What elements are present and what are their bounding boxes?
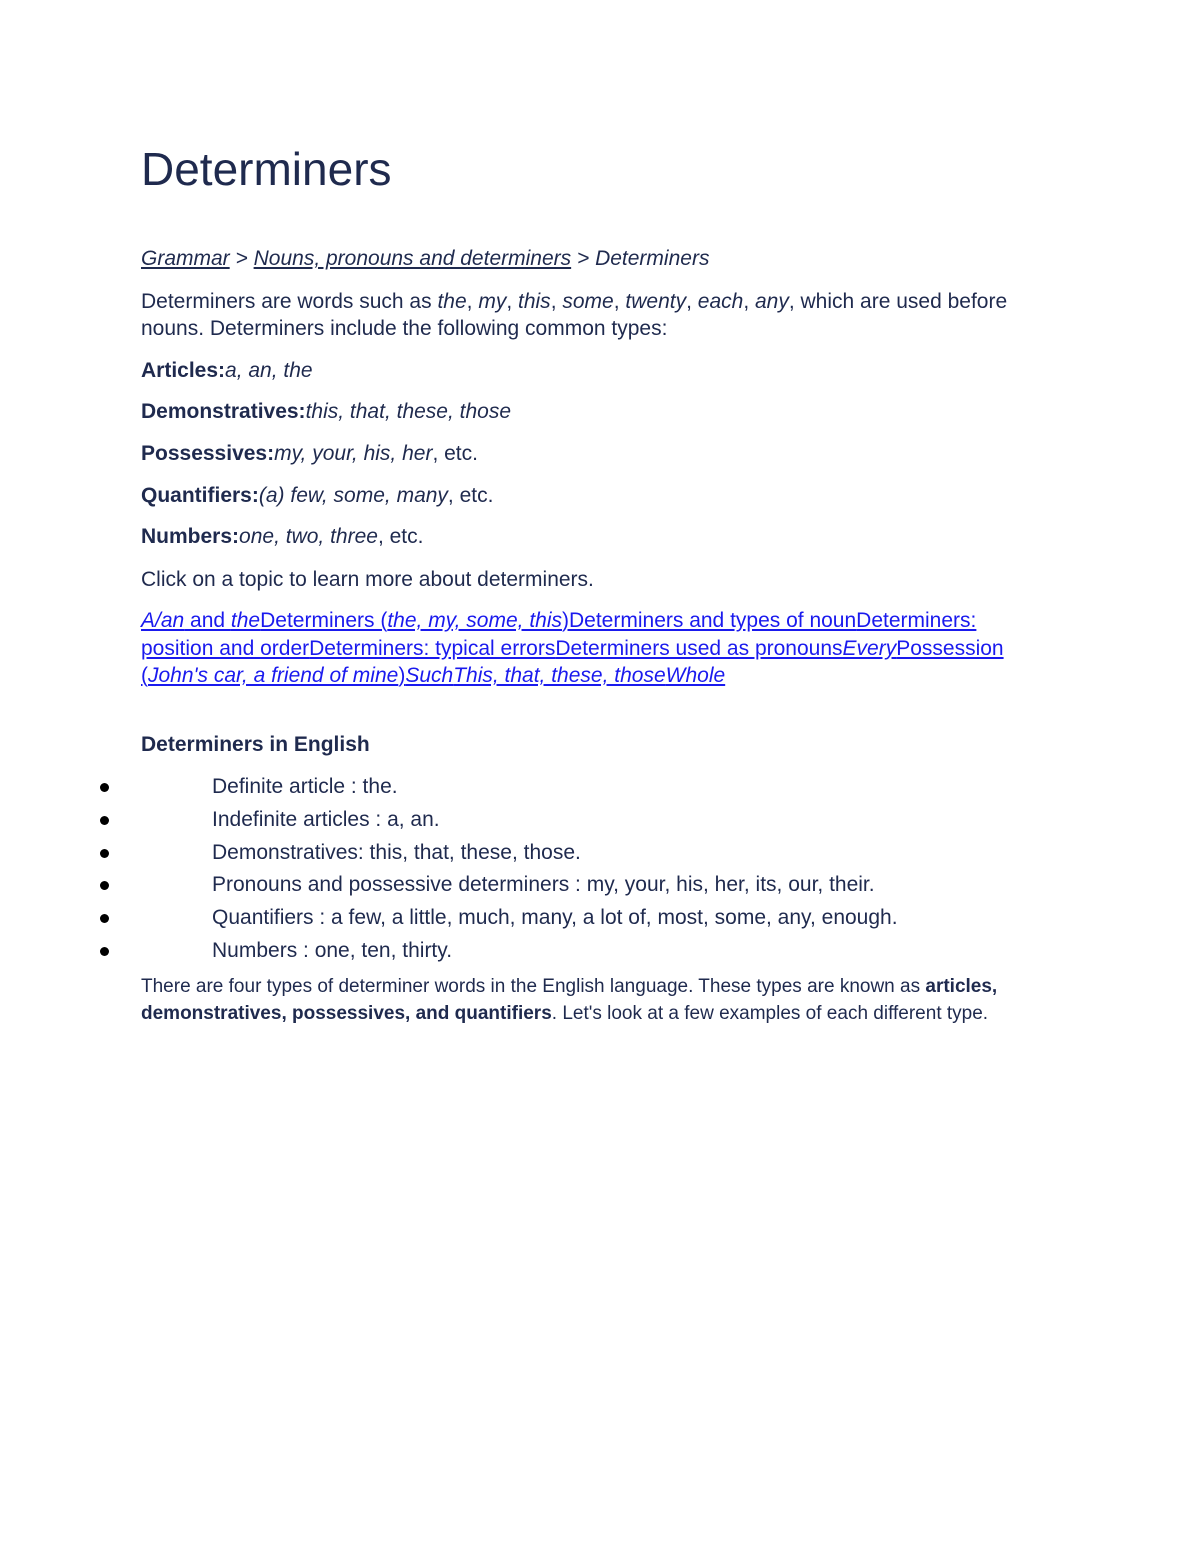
outro-bold-text: articles, demonstratives, possessives, and quantifiers	[141, 976, 998, 1024]
type-suffix: , etc.	[447, 484, 494, 507]
section-heading: Determiners in English	[141, 733, 370, 756]
bullet-icon	[100, 881, 109, 890]
type-examples: a, an, the	[225, 359, 313, 382]
bullet-icon	[100, 914, 109, 923]
type-row-numbers	[141, 524, 423, 550]
determiners-list	[100, 772, 1060, 969]
outro-text: There are four types of determiner words in the English language. These types are known as	[141, 976, 926, 997]
bullet-icon	[100, 947, 109, 956]
list-item	[100, 772, 1060, 805]
topic-link-every[interactable]: Every	[842, 636, 897, 660]
type-row-demonstratives	[141, 399, 511, 425]
intro-example: the	[437, 290, 467, 313]
topic-links	[141, 607, 1041, 690]
topic-link-determiners-types-of-noun[interactable]: Determiners and types of noun	[569, 609, 857, 632]
list-item	[100, 838, 1060, 871]
bullet-icon	[100, 783, 109, 792]
bullet-icon	[100, 849, 109, 858]
breadcrumb-separator: >	[571, 247, 596, 270]
topic-link-part: A/an	[141, 609, 185, 632]
topic-link-typical-errors[interactable]: Determiners: typical errors	[309, 636, 556, 660]
outro-text: . Let's look at a few examples of each different type.	[551, 1003, 989, 1024]
intro-text: , which are used before nouns. Determiners include the following common types:	[141, 290, 1008, 340]
type-row-quantifiers	[141, 483, 493, 509]
topic-link-determiners-the-my-some-this[interactable]	[260, 609, 569, 632]
intro-example: my	[478, 290, 507, 313]
topic-link-part: Possession (	[141, 636, 1004, 687]
type-row-possessives	[141, 441, 478, 467]
type-label: Demonstratives:	[141, 400, 306, 423]
list-item-text: Definite article : the.	[212, 775, 398, 798]
list-item	[100, 903, 1060, 936]
intro-example: any	[754, 290, 789, 313]
intro-example: some	[562, 290, 614, 313]
breadcrumb-separator: >	[229, 247, 254, 270]
intro-example: this	[518, 290, 551, 313]
breadcrumb-link-grammar[interactable]: Grammar	[141, 247, 230, 270]
breadcrumb	[141, 246, 709, 272]
type-suffix: , etc.	[432, 442, 478, 465]
topic-link-position-and-order[interactable]: Determiners: position and order	[141, 609, 977, 660]
list-item	[100, 870, 1060, 903]
type-label: Numbers:	[141, 525, 240, 548]
topic-link-part: and	[184, 609, 231, 632]
type-examples: my, your, his, her	[274, 442, 433, 465]
topic-link-part: John's car, a friend of mine	[148, 664, 399, 687]
topic-link-part: Determiners (	[260, 609, 388, 632]
type-label: Articles:	[141, 359, 226, 382]
type-row-articles	[141, 358, 313, 384]
intro-example: each	[697, 290, 744, 313]
topic-link-such[interactable]: Such	[405, 664, 454, 687]
topic-link-used-as-pronouns[interactable]: Determiners used as pronouns	[555, 636, 843, 660]
type-examples: (a) few, some, many	[258, 484, 448, 507]
type-examples: this, that, these, those	[305, 400, 512, 423]
list-item	[100, 805, 1060, 838]
list-item	[100, 936, 1060, 969]
intro-paragraph: Determiners are words such as the, my, this, some, twenty, each, any, which are used before nouns. Determiners include the following common types:	[141, 290, 1008, 340]
intro-example: twenty	[625, 290, 687, 313]
list-item-text: Demonstratives: this, that, these, those.	[212, 840, 581, 864]
page-title: Determiners	[141, 143, 392, 195]
type-suffix: , etc.	[377, 525, 424, 548]
topic-link-part: )	[398, 664, 406, 687]
type-examples: one, two, three	[239, 525, 378, 548]
topic-link-this-that-these-those[interactable]: This, that, these, those	[453, 664, 666, 687]
bullet-icon	[100, 816, 109, 825]
click-note: Click on a topic to learn more about determiners.	[141, 568, 594, 591]
list-item-text: Quantifiers : a few, a little, much, many, a lot of, most, some, any, enough.	[212, 906, 898, 930]
list-item-text: Pronouns and possessive determiners : my, your, his, her, its, our, their.	[212, 873, 875, 897]
topic-link-part: the, my, some, this	[387, 609, 562, 632]
topic-link-whole[interactable]: Whole	[665, 664, 726, 687]
outro-paragraph	[141, 973, 1046, 1027]
topic-link-part: )	[562, 609, 569, 632]
intro-text: Determiners are words such as	[141, 290, 438, 313]
breadcrumb-current: Determiners	[595, 247, 710, 270]
type-label: Quantifiers:	[141, 484, 259, 507]
list-item-text: Numbers : one, ten, thirty.	[212, 938, 453, 962]
topic-link-a-an-the[interactable]	[141, 609, 260, 632]
type-label: Possessives:	[141, 442, 275, 465]
breadcrumb-link-nouns-pronouns-determiners[interactable]: Nouns, pronouns and determiners	[253, 247, 572, 270]
topic-link-part: the	[230, 609, 261, 632]
list-item-text: Indefinite articles : a, an.	[212, 807, 440, 831]
